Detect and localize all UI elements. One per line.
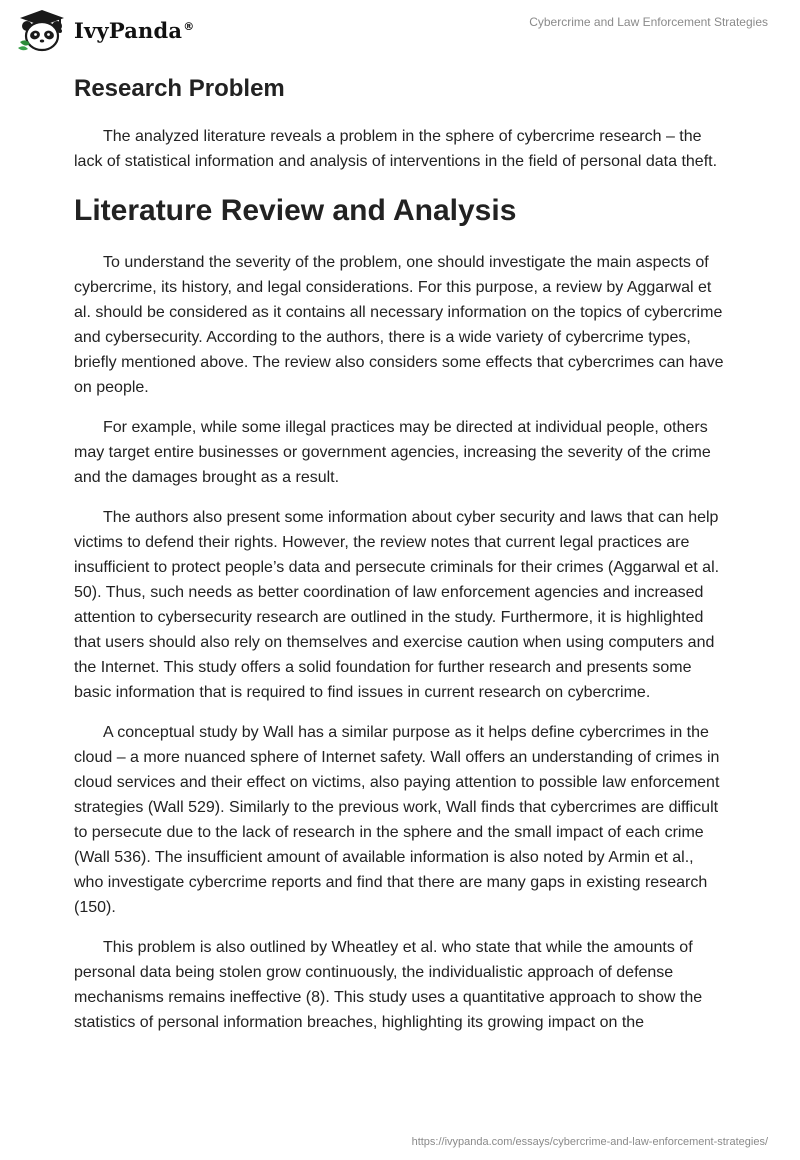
paragraph: This problem is also outlined by Wheatley et al. who state that while the amounts of personal data being stolen grow continuously, the individualistic approach of defense mechanisms remains ineffective (8). This study uses a quantitative approach to show the statistics of personal information breaches, highlighting its growing impact on the: [74, 939, 703, 1031]
heading-research-problem: Research Problem: [74, 75, 285, 102]
essay-content: [74, 70, 726, 1050]
paragraph: For example, while some illegal practices may be directed at individual people, others may target entire businesses or government agencies, increasing the severity of the crime and the damages brought as a result.: [74, 419, 711, 486]
ivypanda-logo[interactable]: [16, 8, 194, 52]
paragraph: The analyzed literature reveals a problem in the sphere of cybercrime research – the lack of statistical information and analysis of interventions in the field of personal data theft.: [74, 128, 718, 170]
document-title: Cybercrime and Law Enforcement Strategies: [529, 15, 768, 29]
source-url-link[interactable]: https://ivypanda.com/essays/cybercrime-and-law-enforcement-strategies/: [411, 1136, 768, 1148]
panda-graduation-cap-icon: [16, 8, 68, 52]
paragraph: The authors also present some information about cyber security and laws that can help victims to defend their rights. However, the review notes that current legal practices are insufficient to protect people’s data and persecute criminals for their crimes (Aggarwal et al. 50). Thus, such needs as better coordination of law enforcement agencies and increased attention to cybersecurity research are outlined in the study. Furthermore, it is highlighted that users should also rely on themselves and exercise caution when using computers and the Internet. This study offers a solid foundation for further research and presents some basic information that is required to find issues in current research on cybercrime.: [74, 509, 720, 701]
paragraph: A conceptual study by Wall has a similar purpose as it helps define cybercrimes in the cloud – a more nuanced sphere of Internet safety. Wall offers an understanding of crimes in cloud services and their effect on victims, also paying attention to possible law enforcement strategies (Wall 529). Similarly to the previous work, Wall finds that cybercrimes are difficult to persecute due to the lack of research in the sphere and the small impact of each crime (Wall 536). The insufficient amount of available information is also noted by Armin et al., who investigate cybercrime reports and find that there are many gaps in existing research (150).: [74, 724, 720, 916]
registered-mark: ®: [183, 19, 195, 33]
page-header: [0, 0, 800, 64]
heading-literature-review: Literature Review and Analysis: [74, 194, 517, 227]
logo-wordmark: IvyPanda®: [74, 17, 195, 43]
paragraph: To understand the severity of the problem, one should investigate the main aspects of cybercrime, its history, and legal considerations. For this purpose, a review by Aggarwal et al. should be considered as it contains all necessary information on the topics of cybercrime and cybersecurity. According to the authors, there is a wide variety of cybercrime types, briefly mentioned above. The review also considers some effects that cybercrimes can have on people.: [74, 254, 724, 396]
